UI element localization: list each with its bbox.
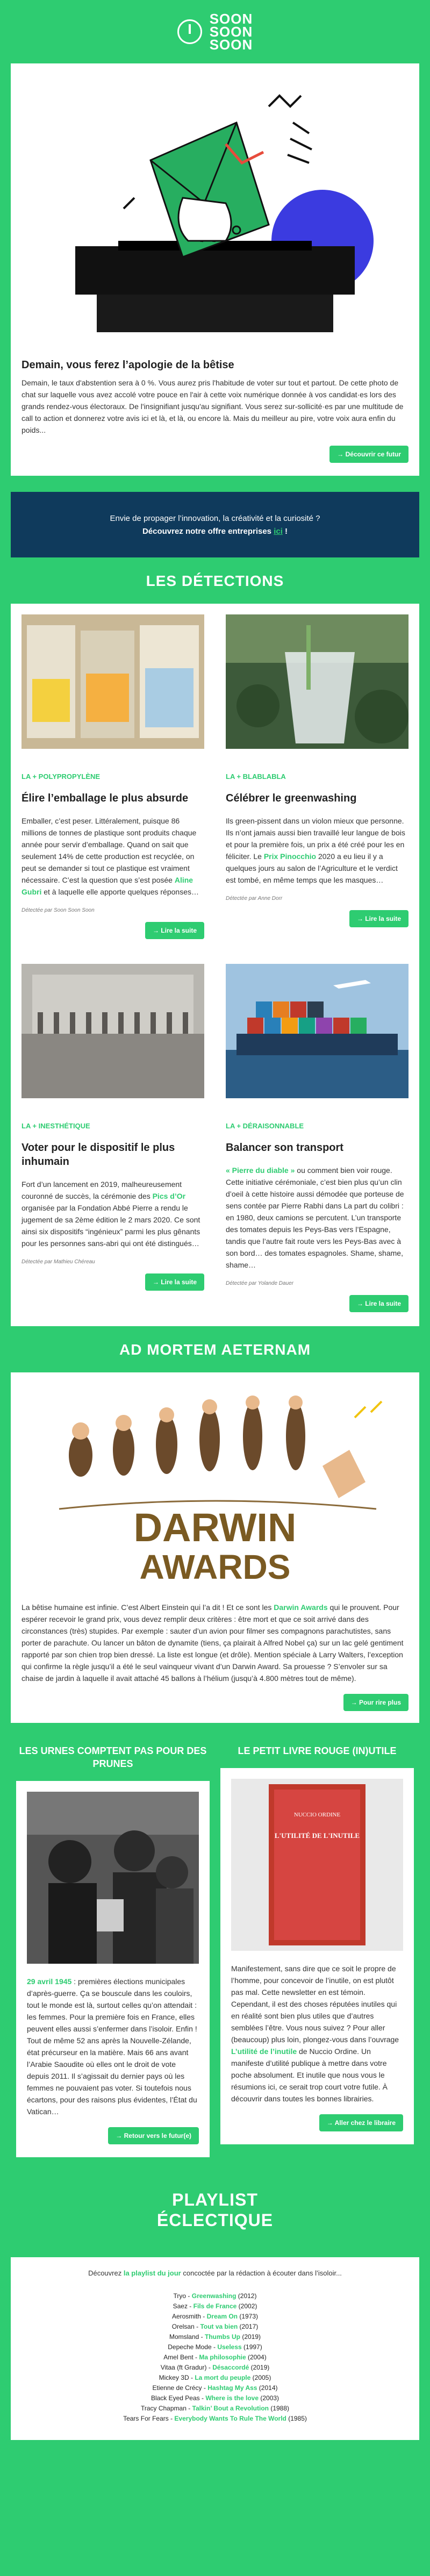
track-list bbox=[22, 2291, 408, 2424]
detection-tag: LA + DÉRAISONNABLE bbox=[226, 1122, 304, 1130]
detection-card bbox=[215, 604, 419, 953]
playlist-link[interactable]: la playlist du jour bbox=[123, 2269, 181, 2277]
book-title: L'UTILITÉ DE L'INUTILE bbox=[274, 1831, 360, 1840]
banner-line-1: Envie de propager l’innovation, la créativité et la curiosité ? bbox=[110, 514, 320, 523]
detection-title: Élire l’emballage le plus absurde bbox=[22, 792, 189, 804]
enterprise-offer-link[interactable]: ici bbox=[274, 527, 283, 536]
urnes-column bbox=[11, 1723, 215, 2157]
header bbox=[0, 0, 430, 63]
playlist-track[interactable]: Orelsan - Tout va bien (2017) bbox=[171, 2323, 259, 2330]
urnes-body: 29 avril 1945 : premières élections municipales d’après-guerre. Ça se bouscule dans les couloirs, tout le monde est là, surtout celles qu’on attendait : les femmes. Pour la première fois en France, elles peuvent elles aussi s’enfermer dans l’isoloir. Enfin ! Tout de même 52 ans après la Nouvelle-Zélande, état précurseur en la matière. Mais 66 ans avant l’Arabie Saoudite où elles ont le droit de vote depuis 2011. Il s’agissait du dernier pays où les femmes ne pouvaient pas voter. Si toutefois nous écartons, pour des raisons plus évidentes, l’État du Vatican… bbox=[27, 1977, 197, 2116]
read-more-button[interactable]: → Lire la suite bbox=[349, 910, 408, 927]
read-more-button[interactable]: → Lire la suite bbox=[145, 1273, 204, 1291]
detection-card bbox=[11, 953, 215, 1326]
book-link[interactable]: L’utilité de l’inutile bbox=[231, 2047, 297, 2056]
detection-link[interactable]: Pics d’Or bbox=[152, 1192, 186, 1200]
livre-title: LE PETIT LIVRE ROUGE (IN)UTILE bbox=[238, 1745, 397, 1756]
greenwashing-cup-photo bbox=[226, 614, 408, 749]
livre-card bbox=[220, 1768, 414, 2144]
playlist-track[interactable]: Saez - Fils de France (2002) bbox=[173, 2302, 257, 2310]
back-to-future-button[interactable]: → Retour vers le futur(e) bbox=[108, 2127, 199, 2144]
power-icon bbox=[177, 19, 202, 44]
urnes-date-link[interactable]: 29 avril 1945 bbox=[27, 1977, 72, 1986]
detection-body: « Pierre du diable » ou comment bien voir rouge. Cette initiative cérémoniale, c’est bien plus qu’un clin d’oeil à cette histoire aussi démodée que porteuse de sens contée par Pierre Rabhi dans La part du colibri : en 1980, deux camions se percutent. L’un transporte des tomates depuis les Peys-Bas vers l’Espagne, tandis que l’autre fait route vers les Peys-Bas avec à son bord… des tomates espagnoles. Shame, shame, shame… bbox=[226, 1166, 404, 1269]
plastic-packaging-photo bbox=[22, 614, 204, 749]
detection-title: Célébrer le greenwashing bbox=[226, 792, 357, 804]
playlist-title-line-2: ÉCLECTIQUE bbox=[156, 2210, 274, 2230]
logo-line: SOON bbox=[209, 24, 253, 40]
detection-title: Balancer son transport bbox=[226, 1142, 343, 1154]
detection-byline: Détectée par Mathieu Chéreau bbox=[22, 1259, 95, 1265]
detection-byline: Détectée par Soon Soon Soon bbox=[22, 907, 95, 913]
mortem-title: AD MORTEM AETERNAM bbox=[119, 1341, 311, 1358]
read-more-button[interactable]: → Lire la suite bbox=[145, 922, 204, 939]
cargo-ship-photo bbox=[226, 964, 408, 1098]
detection-byline: Détectée par Yolande Dauer bbox=[226, 1280, 294, 1286]
detection-tag: LA + INESTHÉTIQUE bbox=[22, 1122, 90, 1130]
go-to-bookstore-button[interactable]: → Aller chez le libraire bbox=[319, 2114, 403, 2131]
detections-title: LES DÉTECTIONS bbox=[146, 573, 284, 589]
hero-body: Demain, le taux d'abstention sera à 0 %. Vous aurez pris l'habitude de voter sur tout et partout. De cette photo de chat sur laquelle vous avez accolé votre pouce en l'air à cette voix numérique donnée à vos candidat·es lors des grands rendez-vous électoraux. De l'insignifiant jusqu'au signifiant. Vous serez sur-sollicité·es par une multitude de call to action et donnerez votre avis ici et là, et là, ou encore là. Mais du meilleur au pire, votre voix aura enfin du poids... bbox=[22, 378, 404, 434]
livre-body: Manifestement, sans dire que ce soit le propre de l’homme, pour concevoir de l’inutile, on est plutôt pas mal. Cette newsletter en est témoin. Cependant, il est des choses réputées inutiles qui en réalité sont bien plus utiles que d’autres semblées l’être. Vous nous suivez ? Pour aller (beaucoup) plus loin, plongez-vous dans l’ouvrage L’utilité de l’inutile de Nuccio Ordine. Un manifeste d’utilité publique à mettre dans votre poche absolument. Et inutile que nous vous le résumions ici, ce serait trop court votre futile. À découvrir dans toutes les bonnes librairies. bbox=[231, 1964, 399, 2103]
detection-byline: Détectée par Anne Dorr bbox=[226, 896, 283, 901]
darwin-wordmark: DARWIN bbox=[133, 1505, 297, 1550]
book-author: NUCCIO ORDINE bbox=[293, 1812, 341, 1818]
detection-title: Voter pour le dispositif le plus inhumain bbox=[22, 1142, 175, 1168]
awards-wordmark: AWARDS bbox=[139, 1548, 291, 1586]
logo-line: SOON bbox=[209, 37, 253, 53]
detection-link[interactable]: « Pierre du diable » bbox=[226, 1166, 295, 1175]
hero-card bbox=[11, 63, 419, 476]
enterprise-banner bbox=[11, 492, 419, 557]
playlist-title-line-1: PLAYLIST bbox=[172, 2190, 258, 2209]
mortem-card bbox=[11, 1372, 419, 1723]
logo-line: SOON bbox=[209, 11, 253, 27]
urnes-title: LES URNES COMPTENT PAS POUR DES PRUNES bbox=[19, 1745, 207, 1769]
mortem-body: La bêtise humaine est infinie. C’est Albert Einstein qui l’a dit ! Et ce sont les Darwin Awards qui le prouvent. Pour espérer recevoir le grand prix, vous devez remplir deux critères : être mort et que ce soit arrivé dans des circonstances (très) stupides. Par exemple : sauter d’un avion pour filmer ses compagnons parachutistes, sans porter de parachute. Ou lancer un bâton de dynamite (tiens, ça plairait à Alfred Nobel ça) sur un lac gelé gentiment rapporté par son chien trop bien dressé. La liste est longue (et drôle). Mention spéciale à Larry Walters, l’exception qui confirme la règle jusqu’il a été le seul vainqueur vivant d’un Darwin Award. Sa prouesse ? S’envoler sur sa chaise de jardin à laquelle il avait attaché 45 ballons à l’hélium (jusqu’à 4.800 mètres tout de même). bbox=[22, 1603, 404, 1683]
detection-link[interactable]: Prix Pinocchio bbox=[263, 852, 317, 861]
detection-tag: LA + POLYPROPYLÈNE bbox=[22, 772, 101, 781]
playlist-track[interactable]: Tryo - Greenwashing (2012) bbox=[173, 2292, 257, 2300]
playlist-track[interactable]: Mickey 3D - La mort du peuple (2005) bbox=[159, 2374, 271, 2381]
women-vote-1945-photo bbox=[27, 1792, 199, 1964]
book-cover-photo bbox=[231, 1779, 403, 1951]
playlist-card bbox=[11, 2257, 419, 2440]
detections-grid bbox=[11, 604, 419, 1326]
two-column-section bbox=[11, 1723, 419, 2157]
detection-card bbox=[215, 953, 419, 1326]
playlist-track[interactable]: Black Eyed Peas - Where is the love (2003) bbox=[150, 2394, 280, 2402]
playlist-track[interactable]: Vitaa (ft Gradur) - Désaccordé (2019) bbox=[160, 2364, 270, 2371]
hostile-architecture-photo bbox=[22, 964, 204, 1098]
playlist-track[interactable]: Tracy Chapman - Talkin’ Bout a Revolution (1988) bbox=[140, 2405, 290, 2412]
hero-title: Demain, vous ferez l’apologie de la bêtise bbox=[22, 359, 234, 371]
detection-tag: LA + BLABLABLA bbox=[226, 772, 286, 781]
detection-body: Emballer, c’est peser. Littéralement, puisque 86 millions de tonnes de plastique sont produits chaque année pour servir d’emballage. Quand on sait que seulement 14% de cette production est recyclée, on peut se demander si tout ce plastique est vraiment nécessaire. C’est la question que s’est posée Aline Gubri et à laquelle elle apporte quelques réponses… bbox=[22, 817, 199, 896]
discover-future-button[interactable]: → Découvrir ce futur bbox=[329, 446, 408, 463]
playlist-heading bbox=[0, 2157, 430, 2257]
playlist-track[interactable]: Depeche Mode - Useless (1997) bbox=[168, 2343, 262, 2351]
detection-link[interactable]: Aline Gubri bbox=[22, 876, 194, 896]
urnes-card bbox=[16, 1781, 210, 2157]
read-more-button[interactable]: → Lire la suite bbox=[349, 1295, 408, 1312]
laugh-more-button[interactable]: → Pour rire plus bbox=[343, 1694, 408, 1711]
detection-body: Fort d’un lancement en 2019, malheureusement couronné de succès, la cérémonie des Pics d’Or organisée par la Fondation Abbé Pierre a rendu le jugement de sa 2ème édition le 2 mars 2020. Ce sont ainsi six dispositifs “ingénieux” parmi les plus gênants pour les personnes sans-abri qui ont été distingués… bbox=[22, 1180, 200, 1248]
playlist-track[interactable]: Momsland - Thumbs Up (2019) bbox=[169, 2333, 261, 2341]
playlist-track[interactable]: Tears For Fears - Everybody Wants To Rule The World (1985) bbox=[123, 2415, 307, 2422]
logo[interactable] bbox=[210, 12, 253, 51]
detection-card bbox=[11, 604, 215, 953]
banner-line-2-suffix: ! bbox=[282, 527, 288, 536]
playlist-track[interactable]: Etienne de Crécy - Hashtag My Ass (2014) bbox=[152, 2384, 278, 2392]
darwin-awards-link[interactable]: Darwin Awards bbox=[274, 1603, 328, 1612]
playlist-track[interactable]: Aerosmith - Dream On (1973) bbox=[171, 2313, 259, 2320]
banner-line-2-prefix: Découvrez notre offre entreprises bbox=[142, 527, 274, 536]
playlist-track[interactable]: Amel Bent - Ma philosophie (2004) bbox=[163, 2353, 267, 2361]
darwin-awards-illustration bbox=[22, 1385, 408, 1590]
detection-body: Ils green-pissent dans un violon mieux que personne. Ils n’ont jamais aussi bien travaillé leur langue de bois et pour la première fois, un prix a été créé pour les en féliciter. Le Prix Pinocchio 2020 a eu lieu il y a quelques jours au salon de l’Agriculture et le verdict est tombé, en même temps que les masques… bbox=[226, 817, 405, 884]
livre-column bbox=[215, 1723, 419, 2157]
ballot-box-illustration bbox=[11, 63, 419, 343]
playlist-intro: Découvrez la playlist du jour concoctée par la rédaction à écouter dans l’isoloir... bbox=[88, 2269, 342, 2277]
